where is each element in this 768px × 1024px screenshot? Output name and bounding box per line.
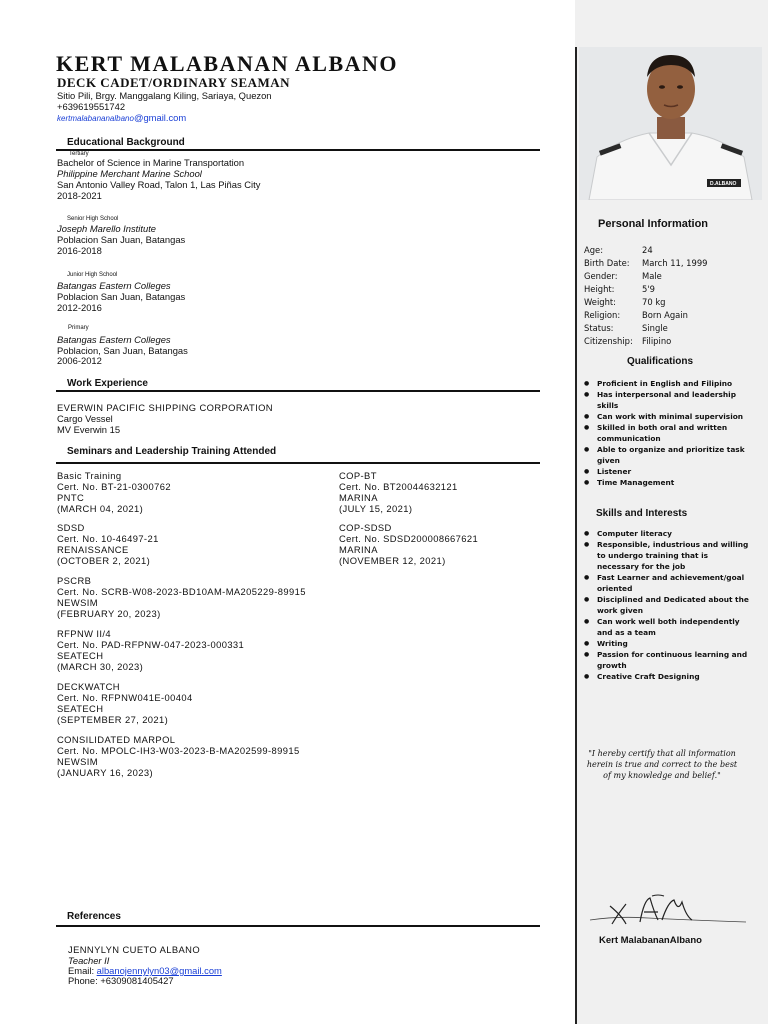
list-item: ● Computer literacy: [584, 528, 752, 539]
email-domain: @gmail.com: [133, 112, 187, 123]
personal-row: Birth Date: March 11, 1999: [584, 258, 708, 268]
training-org: NEWSIM: [57, 756, 98, 767]
training-entry: [57, 681, 193, 725]
training-entry: [57, 470, 171, 514]
personal-info-list: [584, 244, 754, 348]
education-address: Poblacion San Juan, Batangas: [57, 291, 186, 302]
training-cert: Cert. No. PAD-RFPNW-047-2023-000331: [57, 639, 245, 650]
reference-position: Teacher II: [68, 955, 110, 966]
education-years: 2016-2018: [57, 245, 102, 256]
training-entry: [57, 628, 244, 672]
section-divider: [56, 149, 540, 151]
personal-row: Height: 5'9: [584, 284, 655, 294]
list-item: ● Can work with minimal supervision: [584, 411, 752, 422]
list-item: ● Disciplined and Dedicated about the work given: [584, 594, 752, 616]
training-name: COP-BT: [339, 470, 377, 481]
work-heading: Work Experience: [67, 378, 148, 389]
email-user: kertmalabananalbano: [57, 114, 134, 123]
reference-name: JENNYLYN CUETO ALBANO: [68, 944, 201, 955]
training-name: PSCRB: [57, 575, 92, 586]
personal-row: Gender: Male: [584, 271, 662, 281]
education-address: Poblacion San Juan, Batangas: [57, 234, 186, 245]
education-degree: Bachelor of Science in Marine Transportation: [57, 157, 245, 168]
training-org: NEWSIM: [57, 597, 98, 608]
personal-row: Age: 24: [584, 245, 653, 255]
education-level: Senior High School: [67, 216, 119, 222]
education-level: Primary: [68, 325, 89, 331]
education-heading: Educational Background: [67, 137, 185, 148]
training-date: (FEBRUARY 20, 2023): [57, 608, 161, 619]
training-name: RFPNW II/4: [57, 628, 112, 639]
training-cert: Cert. No. SCRB-W08-2023-BD10AM-MA205229-89915: [57, 586, 306, 597]
education-school: Joseph Marello Institute: [57, 223, 157, 234]
name-tag: D.ALBANO: [710, 181, 737, 187]
section-divider: [56, 462, 540, 464]
list-item: ● Skilled in both oral and written communication: [584, 422, 752, 444]
training-entry: [57, 575, 306, 619]
education-level: Junior High School: [67, 272, 118, 278]
list-item: ● Able to organize and prioritize task given: [584, 444, 752, 466]
certification-statement: "I hereby certify that all information herein is true and correct to the best of my knowledge and belief.": [586, 749, 738, 780]
panel-border: [575, 47, 577, 1024]
profile-photo: [579, 47, 762, 200]
training-date: (MARCH 04, 2021): [57, 503, 144, 514]
training-org: RENAISSANCE: [57, 544, 129, 555]
training-name: SDSD: [57, 522, 85, 533]
personal-row: Status: Single: [584, 323, 668, 333]
training-org: PNTC: [57, 492, 85, 503]
training-org: MARINA: [339, 492, 378, 503]
education-school: Batangas Eastern Colleges: [57, 334, 171, 345]
education-school: Philippine Merchant Marine School: [57, 168, 202, 179]
section-divider: [56, 390, 540, 392]
skills-list: [584, 528, 752, 682]
list-item: ● Listener: [584, 466, 752, 477]
address: Sitio Pili, Brgy. Manggalang Kiling, Sariaya, Quezon: [57, 90, 272, 101]
work-company: EVERWIN PACIFIC SHIPPING CORPORATION: [57, 402, 273, 413]
qualifications-heading: Qualifications: [626, 356, 694, 367]
training-cert: Cert. No. BT-21-0300762: [57, 481, 171, 492]
training-org: MARINA: [339, 544, 378, 555]
training-cert: Cert. No. SDSD200008667621: [339, 533, 479, 544]
profile-photo-illustration: [579, 47, 762, 200]
education-address: San Antonio Valley Road, Talon 1, Las Piñas City: [57, 179, 261, 190]
list-item: ● Writing: [584, 638, 752, 649]
reference-phone: Phone: +6309081405427: [68, 975, 174, 986]
training-entry: [57, 734, 300, 778]
phone: +639619551742: [57, 101, 126, 112]
work-vessel-type: Cargo Vessel: [57, 413, 113, 424]
training-org: SEATECH: [57, 650, 104, 661]
list-item: ● Time Management: [584, 477, 752, 488]
references-heading: References: [67, 911, 121, 922]
seminars-heading: Seminars and Leadership Training Attended: [67, 446, 277, 457]
training-entry: [57, 522, 159, 566]
personal-row: Citizenship: Filipino: [584, 336, 672, 346]
list-item: ● Responsible, industrious and willing to undergo training that is necessary for the job: [584, 539, 752, 572]
list-item: ● Can work well both independently and as a team: [584, 616, 752, 638]
education-address: Poblacion, San Juan, Batangas: [57, 345, 188, 356]
education-school: Batangas Eastern Colleges: [57, 280, 171, 291]
list-item: ● Creative Craft Designing: [584, 671, 752, 682]
training-date: (NOVEMBER 12, 2021): [339, 555, 446, 566]
training-org: SEATECH: [57, 703, 104, 714]
list-item: ● Has interpersonal and leadership skills: [584, 389, 752, 411]
list-item: ● Fast Learner and achievement/goal oriented: [584, 572, 752, 594]
training-cert: Cert. No. 10-46497-21: [57, 533, 159, 544]
education-years: 2018-2021: [57, 190, 102, 201]
signature-name: Kert MalabananAlbano: [599, 935, 702, 946]
candidate-role: DECK CADET/ORDINARY SEAMAN: [57, 75, 291, 90]
reference-email-label: Email:: [68, 965, 97, 976]
candidate-name: KERT MALABANAN ALBANO: [56, 51, 399, 76]
personal-row: Religion: Born Again: [584, 310, 688, 320]
education-level: Tertiary: [69, 151, 89, 157]
personal-row: Weight: 70 kg: [584, 297, 666, 307]
training-date: (JULY 15, 2021): [339, 503, 413, 514]
personal-info-heading: Personal Information: [598, 218, 709, 230]
training-date: (JANUARY 16, 2023): [57, 767, 153, 778]
training-date: (MARCH 30, 2023): [57, 661, 144, 672]
work-vessel-name: MV Everwin 15: [57, 424, 121, 435]
training-name: CONSILIDATED MARPOL: [57, 734, 176, 745]
list-item: ● Passion for continuous learning and growth: [584, 649, 752, 671]
list-item: ● Proficient in English and Filipino: [584, 378, 752, 389]
education-years: 2012-2016: [57, 302, 102, 313]
email-link[interactable]: [57, 112, 186, 124]
training-entry: [339, 470, 458, 514]
training-name: DECKWATCH: [57, 681, 120, 692]
training-cert: Cert. No. BT20044632121: [339, 481, 458, 492]
reference-email-link[interactable]: albanojennylyn03@gmail.com: [96, 965, 222, 976]
training-cert: Cert. No. RFPNW041E-00404: [57, 692, 193, 703]
training-name: COP-SDSD: [339, 522, 392, 533]
training-date: (SEPTEMBER 27, 2021): [57, 714, 169, 725]
training-date: (OCTOBER 2, 2021): [57, 555, 151, 566]
training-cert: Cert. No. MPOLC-IH3-W03-2023-B-MA202599-89915: [57, 745, 300, 756]
education-years: 2006-2012: [57, 355, 102, 366]
section-divider: [56, 925, 540, 927]
signature-graphic: [588, 892, 748, 928]
qualifications-list: [584, 378, 752, 488]
training-entry: [339, 522, 478, 566]
skills-heading: Skills and Interests: [596, 508, 688, 519]
training-name: Basic Training: [57, 470, 122, 481]
